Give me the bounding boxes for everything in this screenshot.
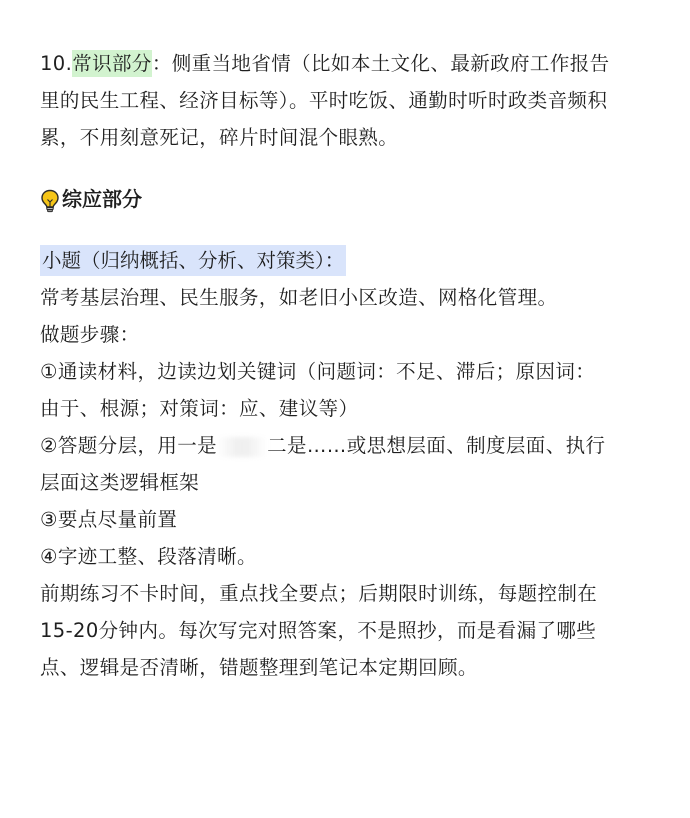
section-heading xyxy=(40,181,660,218)
body-line-10: 15-20分钟内。每次写完对照答案，不是照抄，而是看漏了哪些 xyxy=(40,619,597,642)
body-line-5 xyxy=(40,427,660,464)
body-line-11: 点、逻辑是否清晰，错题整理到笔记本定期回顾。 xyxy=(40,656,478,679)
intro-line-3: 累，不用刻意死记，碎片时间混个眼熟。 xyxy=(40,126,399,149)
section-title: 综应部分 xyxy=(62,187,142,211)
body-line-9: 前期练习不卡时间，重点找全要点；后期限时训练，每题控制在 xyxy=(40,582,598,605)
intro-line-1 xyxy=(40,45,660,82)
body-line-7: ③要点尽量前置 xyxy=(40,508,178,531)
body-line-5-part-b: 二是……或思想层面、制度层面、执行 xyxy=(267,434,606,457)
subsection-heading xyxy=(40,242,660,279)
body-line-2: 做题步骤： xyxy=(40,323,140,346)
body-line-1: 常考基层治理、民生服务，如老旧小区改造、网格化管理。 xyxy=(40,286,558,309)
intro-prefix: 10. xyxy=(40,52,73,75)
intro-line-1-text: ：侧重当地省情（比如本土文化、最新政府工作报告 xyxy=(151,52,610,75)
body-line-4: 由于、根源；对策词：应、建议等） xyxy=(40,397,359,420)
body-line-8: ④字迹工整、段落清晰。 xyxy=(40,545,257,568)
intro-line-2: 里的民生工程、经济目标等）。平时吃饭、通勤时听时政类音频积 xyxy=(40,89,608,112)
body-lines xyxy=(40,279,660,686)
body-line-6: 层面这类逻辑框架 xyxy=(40,471,200,494)
subsection-label: 小题（归纳概括、分析、对策类）： xyxy=(40,245,346,276)
blurred-region xyxy=(217,437,267,457)
intro-paragraph xyxy=(40,45,660,156)
highlight-changshi: 常识部分 xyxy=(72,52,152,75)
body-line-5-part-a: ②答题分层，用一是 xyxy=(40,434,218,457)
lightbulb-icon xyxy=(40,188,60,212)
body-line-3: ①通读材料，边读边划关键词（问题词：不足、滞后；原因词： xyxy=(40,360,596,383)
